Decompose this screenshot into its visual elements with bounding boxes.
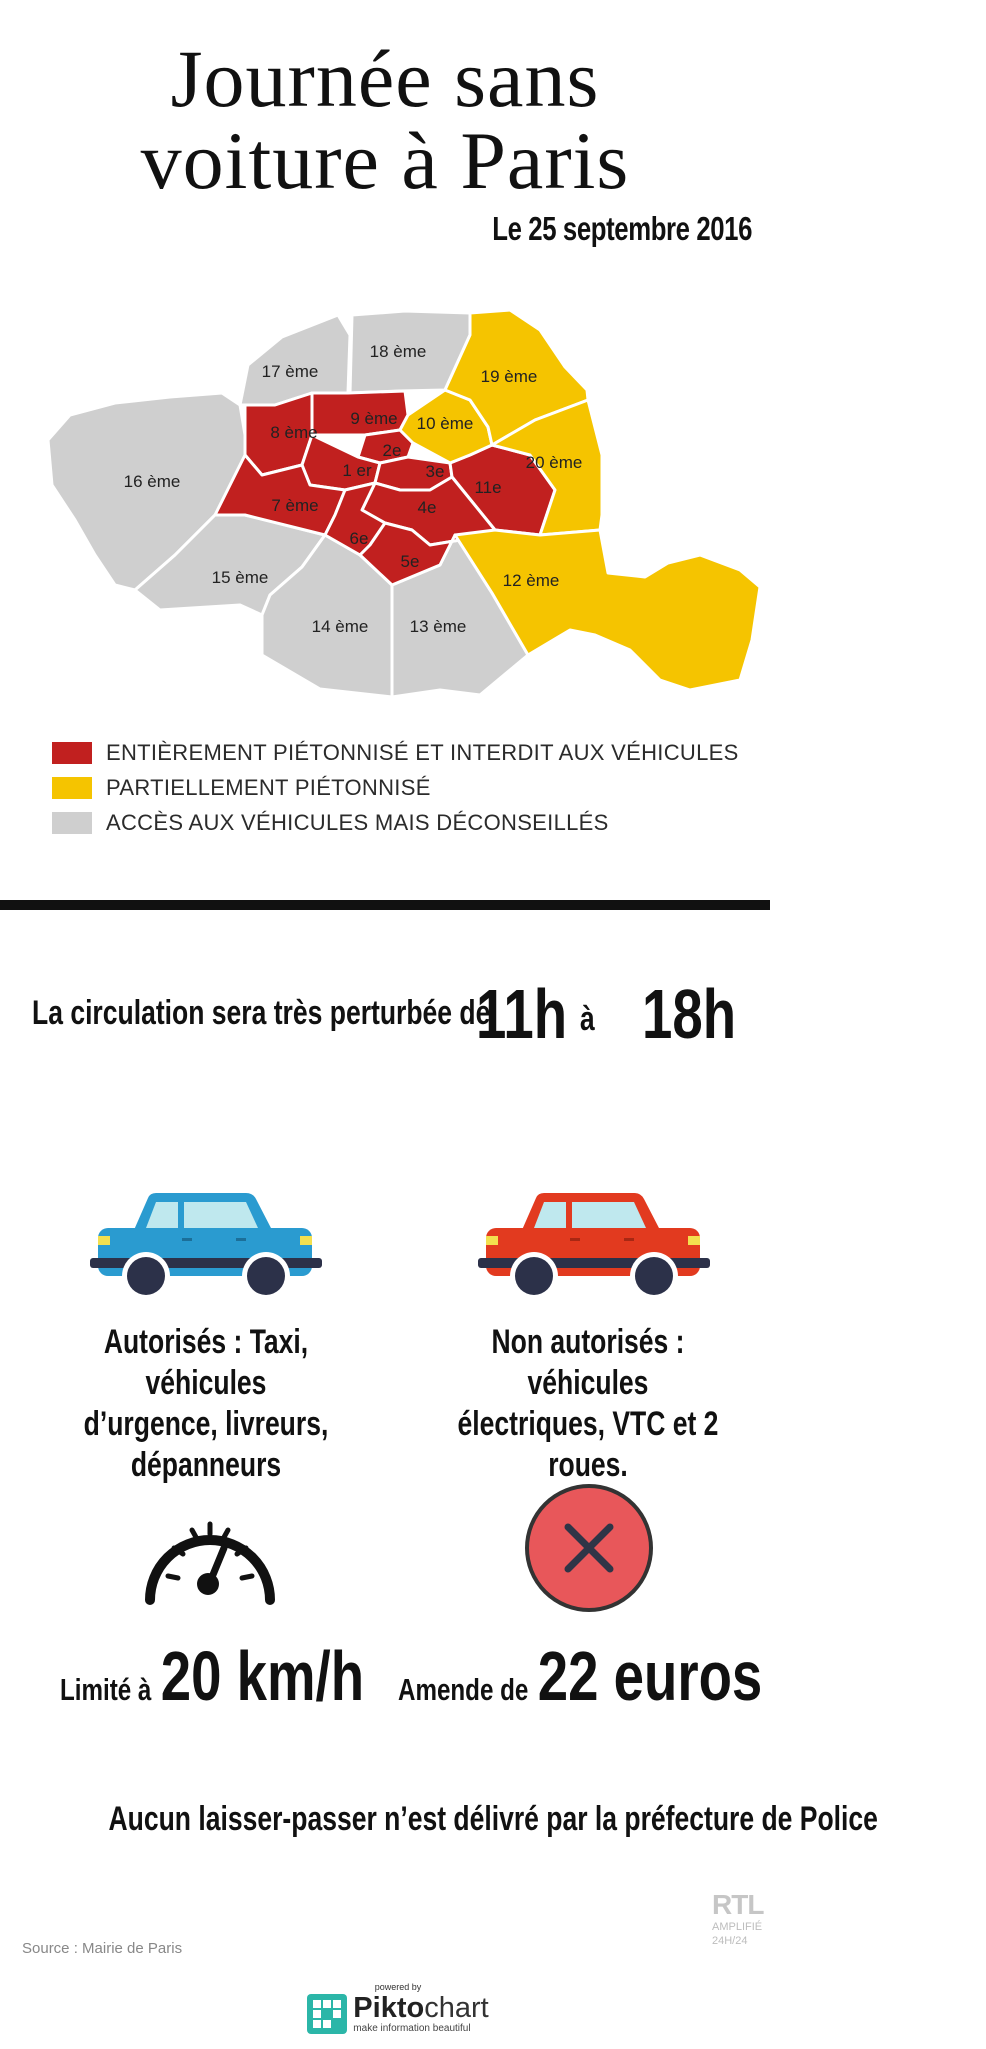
label-18: 18 ème [369, 342, 427, 361]
rtl-logo [712, 1890, 763, 1948]
label-5: 5e [400, 552, 420, 571]
speed-label: Limité à [60, 1672, 152, 1707]
pk-name-b: chart [424, 1992, 489, 2024]
label-16: 16 ème [123, 472, 181, 491]
label-10: 10 ème [416, 414, 474, 433]
speed-value: 20 km/h [160, 1637, 365, 1715]
schedule-text: La circulation sera très perturbée de [32, 994, 491, 1032]
piktochart-logo-icon [307, 1994, 347, 2034]
pk-wordmark [353, 1994, 488, 2034]
title-line-2: voiture à Paris [140, 115, 630, 206]
source-credit: Source : Mairie de Paris [22, 1940, 183, 1957]
legend-label-full: ENTIÈREMENT PIÉTONNISÉ ET INTERDIT AUX VÉHICULES [106, 739, 739, 765]
label-4: 4e [417, 498, 437, 517]
red-car-icon [474, 1190, 714, 1305]
schedule-end: 18h [642, 975, 737, 1053]
map-legend [52, 735, 739, 840]
legend-swatch-yellow [52, 777, 92, 799]
legend-swatch-red [52, 742, 92, 764]
allowed-line-3: dépanneurs [130, 1446, 282, 1484]
not-allowed-line-2: électriques, VTC et 2 roues. [457, 1405, 719, 1484]
legend-label-discouraged: ACCÈS AUX VÉHICULES MAIS DÉCONSEILLÉS [106, 809, 609, 835]
rtl-sub-2: 24H/24 [712, 1935, 748, 1947]
label-14: 14 ème [311, 617, 369, 636]
rtl-wordmark: RTL [712, 1889, 764, 1920]
label-20: 20 ème [525, 453, 583, 472]
label-15: 15 ème [211, 568, 269, 587]
legend-swatch-grey [52, 812, 92, 834]
notice-text: Aucun laisser-passer n’est délivré par la préfecture de Police [108, 1800, 878, 1838]
legend-item-partial [52, 770, 739, 805]
label-11: 11e [474, 478, 502, 497]
legend-label-partial: PARTIELLEMENT PIÉTONNISÉ [106, 774, 431, 800]
label-19: 19 ème [480, 367, 538, 386]
event-date: Le 25 septembre 2016 [492, 210, 752, 247]
no-entry-icon [524, 1483, 654, 1613]
legend-item-full [52, 735, 739, 770]
label-8: 8 ème [270, 423, 318, 442]
label-9: 9 ème [350, 409, 398, 428]
title-line-1: Journée sans [170, 33, 600, 124]
page-title [0, 33, 770, 206]
speedometer-icon [140, 1500, 280, 1605]
fine-value: 22 euros [537, 1637, 763, 1715]
legend-item-discouraged [52, 805, 739, 840]
allowed-vehicles [0, 1322, 412, 1486]
fine-label: Amende de [398, 1672, 529, 1707]
allowed-line-1: Autorisés : Taxi, véhicules [103, 1323, 309, 1402]
pk-tagline: make information beautiful [353, 2023, 471, 2034]
notice [0, 1800, 878, 1839]
not-allowed-line-1: Non autorisés : véhicules [491, 1323, 685, 1402]
blue-car-icon [86, 1190, 326, 1305]
paris-map [40, 305, 760, 705]
not-allowed-vehicles [388, 1322, 788, 1486]
fine-amount [398, 1636, 762, 1716]
piktochart-badge[interactable] [298, 1982, 498, 2034]
section-divider [0, 900, 770, 910]
label-3: 3e [425, 462, 445, 481]
schedule-start: 11h [476, 975, 568, 1053]
label-13: 13 ème [409, 617, 467, 636]
rtl-sub-1: AMPLIFIÉ [712, 1921, 763, 1933]
label-1: 1 er [342, 461, 372, 480]
schedule-separator: à [580, 1000, 595, 1038]
label-17: 17 ème [261, 362, 319, 381]
label-6: 6e [349, 529, 369, 548]
label-2: 2e [382, 441, 402, 460]
pk-name-a: Pikto [353, 1992, 425, 2024]
speed-limit [60, 1636, 364, 1716]
label-12: 12 ème [502, 571, 560, 590]
allowed-line-2: d’urgence, livreurs, [83, 1405, 329, 1443]
label-7: 7 ème [271, 496, 319, 515]
pk-powered: powered by [374, 1982, 422, 1992]
